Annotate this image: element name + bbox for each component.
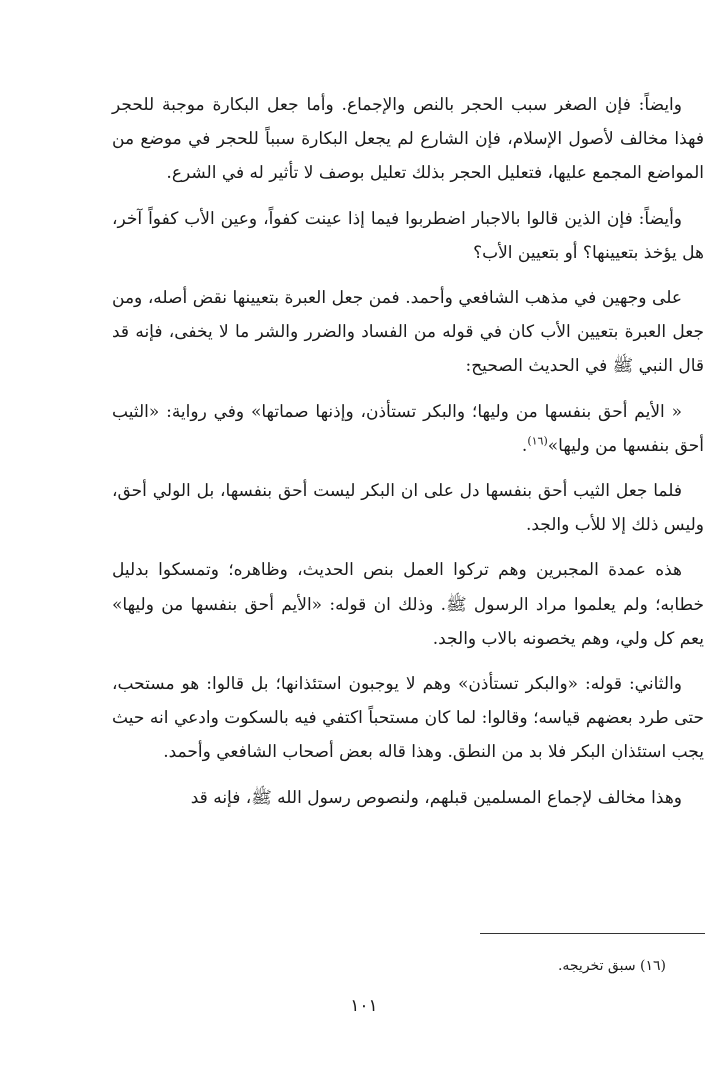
page-number: ١٠١ — [350, 996, 378, 1016]
text-body — [112, 88, 704, 826]
paragraph: فلما جعل الثيب أحق بنفسها دل على ان البكر ليست أحق بنفسها، بل الولي أحق، وليس ذلك إلا للأب والجد. — [112, 481, 704, 536]
footnote: (١٦) سبق تخريجه. — [557, 958, 666, 974]
paragraph: وأيضاً: فإن الذين قالوا بالاجبار اضطربوا فيما إذا عينت كفواً، وعين الأب كفواً آخر، هل يؤخذ بتعيينها؟ أو بتعيين الأب؟ — [112, 208, 704, 263]
paragraph: هذه عمدة المجبرين وهم تركوا العمل بنص الحديث، وظاهره؛ وتمسكوا بدليل خطابه؛ ولم يعلموا مراد الرسول ﷺ. وذلك ان قوله: «الأيم أحق بنفسها من وليها» يعم كل ولي، وهم يخصونه بالاب والجد. — [112, 560, 704, 649]
hadith-quote: « الأيم أحق بنفسها من وليها؛ والبكر تستأذن، وإذنها صماتها» وفي رواية: «الثيب أحق بنفسها من وليها»$^{(١٦)}$. — [112, 401, 704, 456]
footnote-reference: (١٦) — [527, 434, 548, 448]
paragraph: والثاني: قوله: «والبكر تستأذن» وهم لا يوجبون استئذانها؛ بل قالوا: هو مستحب، حتى طرد بعضهم قياسه؛ وقالوا: لما كان مستحباً اكتفي فيه بالسكوت وادعي انه حيث يجب استئذان البكر فلا بد من النطق. وهذا قاله بعض أصحاب الشافعي وأحمد. — [112, 674, 704, 763]
footnote-divider — [480, 933, 705, 934]
paragraph: على وجهين في مذهب الشافعي وأحمد. فمن جعل العبرة بتعيينها نقض أصله، ومن جعل العبرة بتعيين الأب كان في قوله من الفساد والضرر والشر ما لا يخفى، فإنه قد قال النبي ﷺ في الحديث الصحيح: — [112, 288, 704, 377]
paragraph: وايضاً: فإن الصغر سبب الحجر بالنص والإجماع. وأما جعل البكارة موجبة للحجر فهذا مخالف لأصول الإسلام، فإن الشارع لم يجعل البكارة سبباً للحجر في موضع من المواضع المجمع عليها، فتعليل الحجر بذلك تعليل بوصف لا تأثير له في الشرع. — [112, 95, 704, 184]
paragraph: وهذا مخالف لإجماع المسلمين قبلهم، ولنصوص رسول الله ﷺ، فإنه قد — [190, 787, 682, 808]
